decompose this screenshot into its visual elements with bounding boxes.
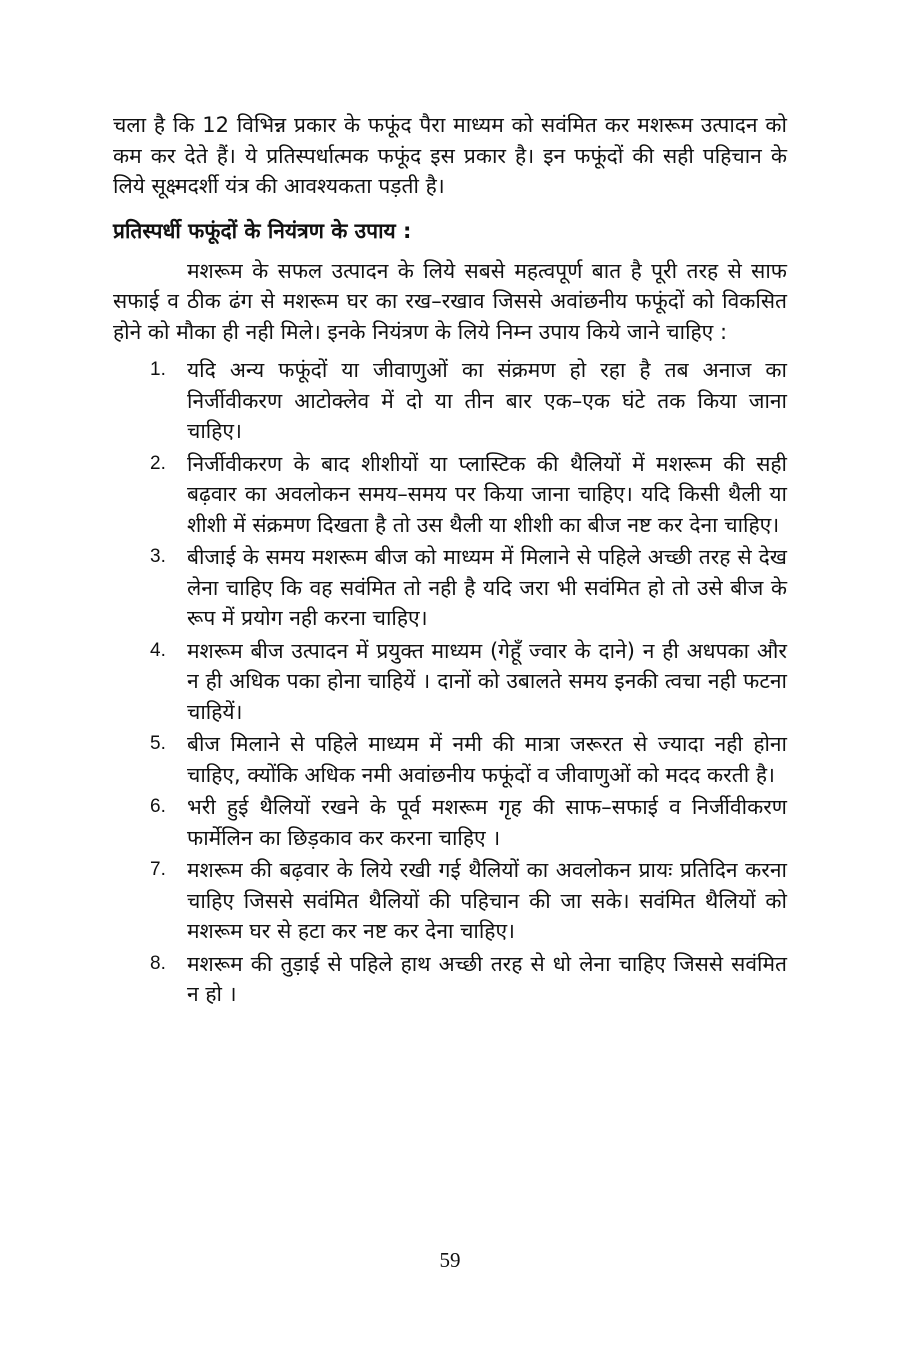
list-item-text: मशरूम की तुड़ाई से पहिले हाथ अच्छी तरह से धो लेना चाहिए जिससे सवंमित न हो । (187, 951, 787, 1006)
list-item-number: 6. (150, 796, 166, 817)
list-item-number: 5. (150, 733, 166, 754)
list-item-text: बीजाई के समय मशरूम बीज को माध्यम में मिलाने से पहिले अच्छी तरह से देख लेना चाहिए कि वह सवंमित तो नही है यदि जरा भी सवंमित हो तो उसे बीज के रूप में प्रयोग नही करना चाहिए। (187, 545, 787, 630)
page-number: 59 (439, 1248, 461, 1272)
list-item-text: निर्जीवीकरण के बाद शीशीयों या प्लास्टिक की थैलियों में मशरूम की सही बढ़वार का अवलोकन समय–समय पर किया जाना चाहिए। यदि किसी थैली या शीशी में संक्रमण दिखता है तो उस थैली या शीशी का बीज नष्ट कर देना चाहिए। (187, 451, 787, 537)
list-item-text: यदि अन्य फफूंदों या जीवाणुओं का संक्रमण हो रहा है तब अनाज का निर्जीवीकरण आटोक्लेव में दो या तीन बार एक–एक घंटे तक किया जाना चाहिए। (187, 358, 787, 443)
list-item-number: 2. (150, 452, 166, 474)
list-item (113, 355, 787, 447)
list-item (113, 792, 787, 853)
list-item (113, 449, 787, 541)
list-item-number: 1. (150, 359, 166, 380)
section-paragraph: मशरूम के सफल उत्पादन के लिये सबसे महत्वपूर्ण बात है पूरी तरह से साफ सफाई व ठीक ढंग से मशरूम घर का रख–रखाव जिससे अवांछनीय फफूंदों को विकसित होने को मौका ही नही मिले। इनके नियंत्रण के लिये निम्न उपाय किये जाने चाहिए : (113, 258, 787, 344)
list-item-text: भरी हुई थैलियों रखने के पूर्व मशरूम गृह की साफ–सफाई व निर्जीवीकरण फार्मेलिन का छिड़काव कर करना चाहिए । (187, 795, 787, 850)
list-item-text: मशरूम की बढ़वार के लिये रखी गई थैलियों का अवलोकन प्रायः प्रतिदिन करना चाहिए जिससे सवंमित थैलियों की पहिचान की जा सके। सवंमित थैलियों को मशरूम घर से हटा कर नष्ट कर देना चाहिए। (187, 858, 787, 943)
list-item (113, 636, 787, 728)
list-item (113, 729, 787, 790)
section-heading: प्रतिस्पर्धी फफूंदों के नियंत्रण के उपाय : (113, 218, 412, 243)
list-item-text: बीज मिलाने से पहिले माध्यम में नमी की मात्रा जरूरत से ज्यादा नही होना चाहिए, क्योंकि अधिक नमी अवांछनीय फफूंदों व जीवाणुओं को मदद करती है। (187, 732, 787, 787)
list-item (113, 542, 787, 634)
control-measures-list (113, 355, 787, 1010)
page-content (113, 110, 787, 1012)
list-item-text: मशरूम बीज उत्पादन में प्रयुक्त माध्यम (गेहूँ ज्वार के दाने) न ही अधपका और न ही अधिक पका होना चाहियें । दानों को उबालते समय इनकी त्वचा नही फटना चाहियें। (187, 638, 787, 724)
list-item-number: 8. (150, 952, 166, 974)
list-item-number: 4. (150, 639, 166, 661)
list-item-number: 3. (150, 546, 166, 567)
list-item (113, 949, 787, 1010)
intro-paragraph: चला है कि 12 विभिन्न प्रकार के फफूंद पैरा माध्यम को सवंमित कर मशरूम उत्पादन को कम कर देते हैं। ये प्रतिस्पर्धात्मक फफूंद इस प्रकार है। इन फफूंदों की सही पहिचान के लिये सूक्ष्मदर्शी यंत्र की आवश्यकता पड़ती है। (113, 113, 787, 198)
list-item (113, 855, 787, 947)
list-item-number: 7. (150, 859, 166, 880)
